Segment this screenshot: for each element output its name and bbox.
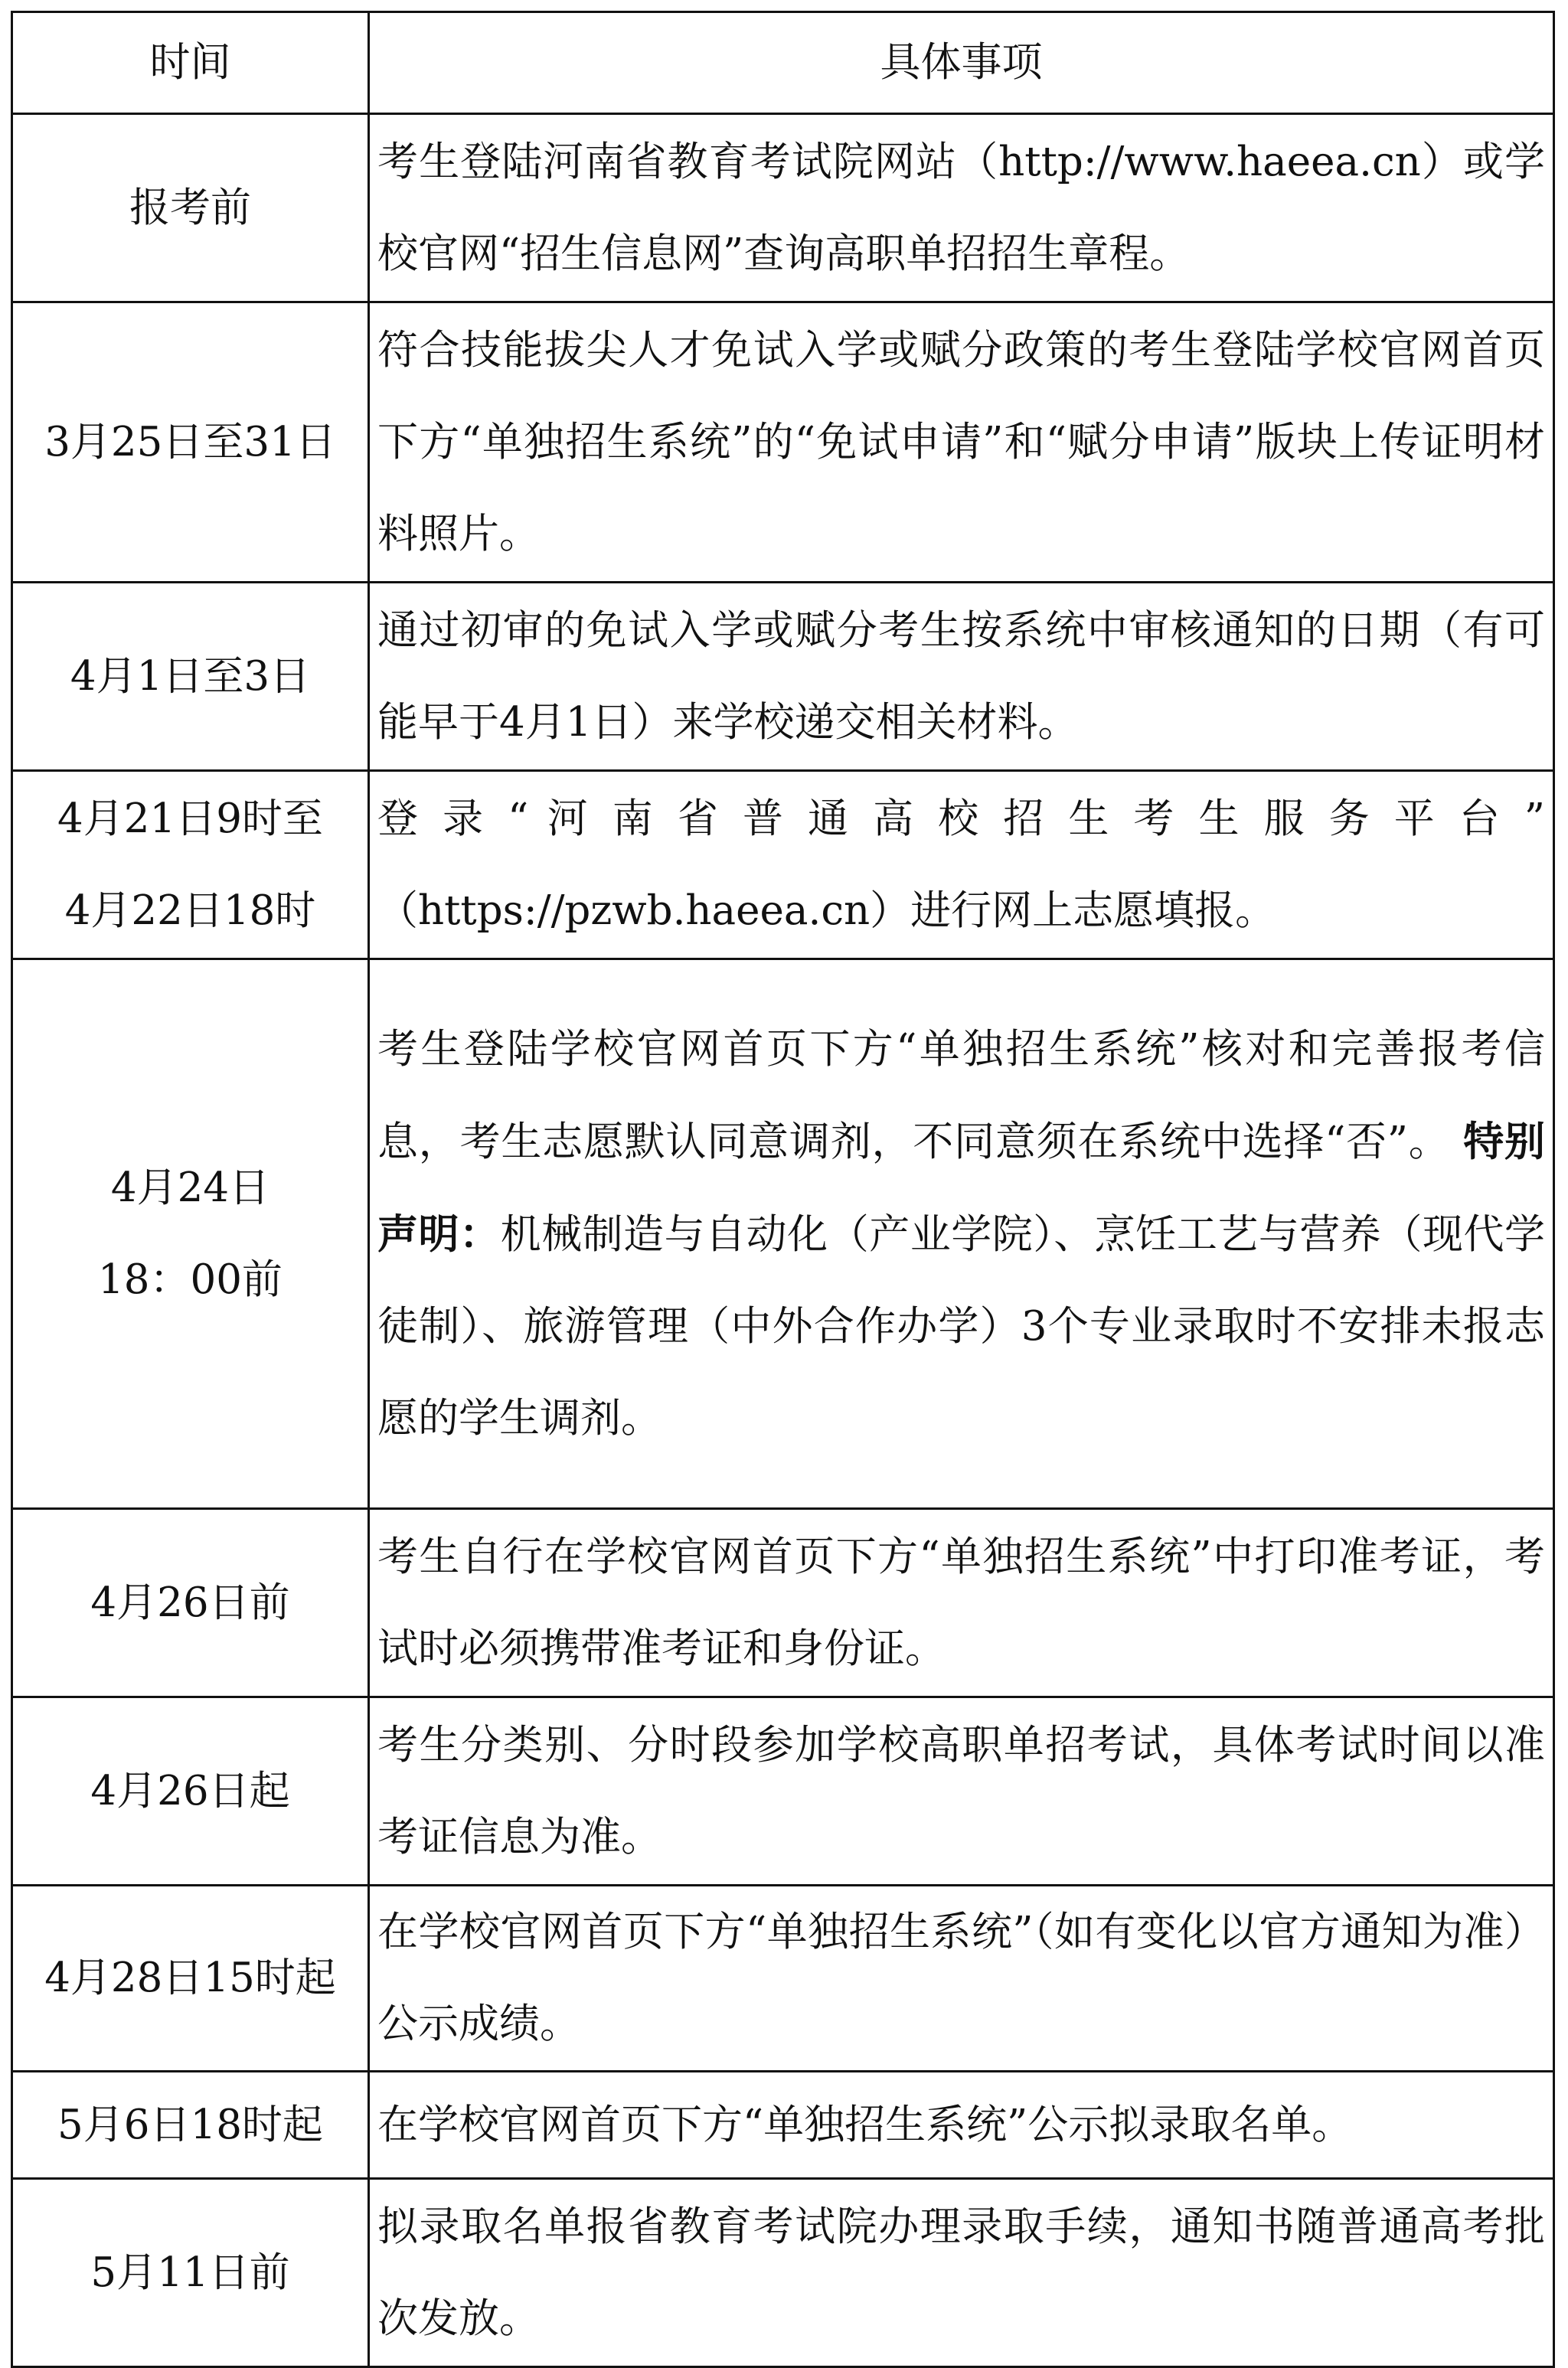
detail-cell: 通过初审的免试入学或赋分考生按系统中审核通知的日期（有可能早于4月1日）来学校递交相关材料。 [369,583,1554,771]
detail-cell: 拟录取名单报省教育考试院办理录取手续，通知书随普通高考批次发放。 [369,2179,1554,2367]
table-row [12,2072,1554,2179]
schedule-table-wrapper [11,11,1553,2368]
time-cell: 报考前 [12,114,369,302]
detail-special-statement [377,1119,1545,1442]
time-cell: 4月24日 18：00前 [12,959,369,1509]
detail-line-url: （https://pzwb.haeea.cn）进行网上志愿填报。 [377,887,1276,934]
table-row [12,2179,1554,2367]
time-cell: 4月28日15时起 [12,1886,369,2072]
table-row [12,1697,1554,1886]
time-cell: 5月6日18时起 [12,2072,369,2179]
table-row [12,771,1554,959]
detail-paragraph: 考生登陆学校官网首页下方“单独招生系统”核对和完善报考信息，考生志愿默认同意调剂，不同意须在系统中选择“否”。 [377,1025,1545,1165]
detail-cell [369,959,1554,1509]
detail-cell: 符合技能拔尖人才免试入学或赋分政策的考生登陆学校官网首页下方“单独招生系统”的“免试申请”和“赋分申请”版块上传证明材料照片。 [369,302,1554,583]
special-statement-text: 机械制造与自动化（产业学院）、烹饪工艺与营养（现代学徒制）、旅游管理（中外合作办学）3个专业录取时不安排未报志愿的学生调剂。 [377,1210,1546,1442]
detail-cell: 考生分类别、分时段参加学校高职单招考试，具体考试时间以准考证信息为准。 [369,1697,1554,1886]
time-cell: 4月1日至3日 [12,583,369,771]
time-cell: 5月11日前 [12,2179,369,2367]
detail-cell: 考生自行在学校官网首页下方“单独招生系统”中打印准考证，考试时必须携带准考证和身份证。 [369,1509,1554,1697]
column-header-time: 时间 [12,12,369,114]
detail-cell: 考生登陆河南省教育考试院网站（http://www.haeea.cn）或学校官网“招生信息网”查询高职单招招生章程。 [369,114,1554,302]
schedule-table [11,11,1555,2368]
detail-line-platform: 登 录 “ 河 南 省 普 通 高 校 招 生 考 生 服 务 平 台 ” [377,795,1545,842]
table-row [12,114,1554,302]
detail-cell [369,771,1554,959]
table-row [12,1509,1554,1697]
time-cell: 4月26日前 [12,1509,369,1697]
time-cell: 4月21日9时至 4月22日18时 [12,771,369,959]
detail-cell: 在学校官网首页下方“单独招生系统”公示拟录取名单。 [369,2072,1554,2179]
table-header-row [12,12,1554,114]
table-row [12,583,1554,771]
special-statement-label: 特别声明： [377,1117,1545,1258]
table-row [12,1886,1554,2072]
time-cell: 3月25日至31日 [12,302,369,583]
table-row [12,959,1554,1509]
column-header-detail: 具体事项 [369,12,1554,114]
time-cell: 4月26日起 [12,1697,369,1886]
detail-cell: 在学校官网首页下方“单独招生系统”（如有变化以官方通知为准）公示成绩。 [369,1886,1554,2072]
table-row [12,302,1554,583]
